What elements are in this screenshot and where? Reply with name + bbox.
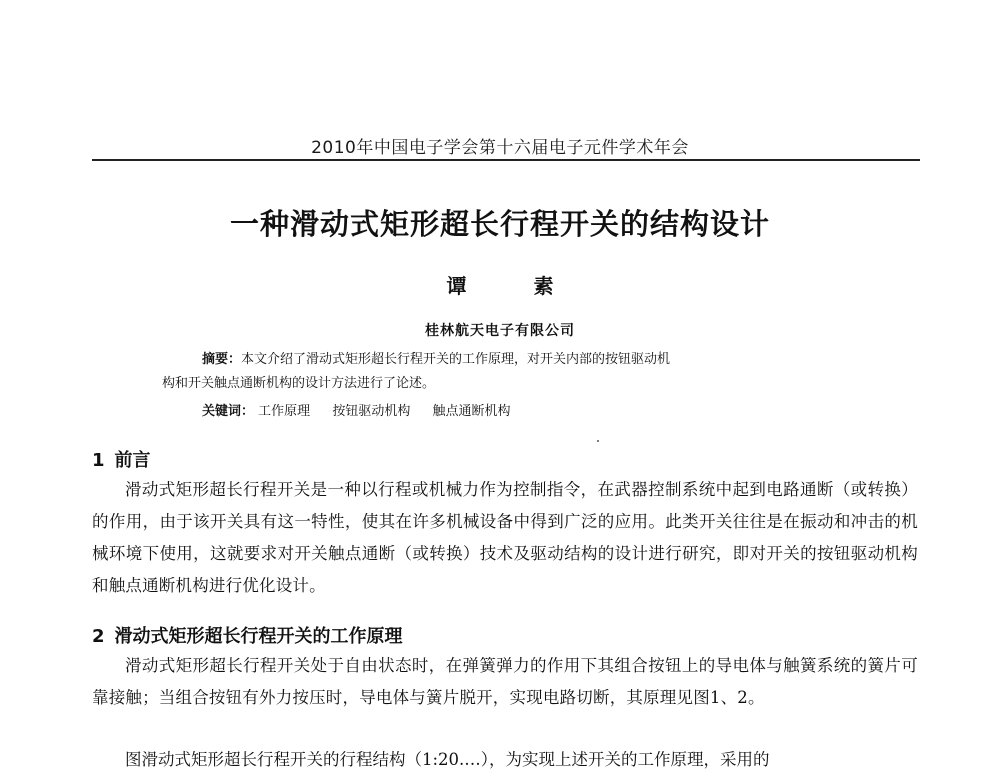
section-title: 前言 bbox=[114, 450, 151, 471]
keyword-item: 触点通断机构 bbox=[432, 404, 511, 419]
abstract-line-2: 构和开关触点通断机构的设计方法进行了论述。 bbox=[162, 376, 436, 391]
author-affiliation: 桂林航天电子有限公司 bbox=[425, 323, 575, 339]
section-number: 1 bbox=[92, 450, 105, 471]
abstract-label: 摘要： bbox=[202, 352, 242, 367]
keywords-label: 关键词： bbox=[202, 404, 255, 419]
keyword-item: 按钮驱动机构 bbox=[332, 404, 411, 419]
header-rule bbox=[92, 159, 920, 161]
paper-title: 一种滑动式矩形超长行程开关的结构设计 bbox=[229, 207, 770, 241]
section-heading-2 bbox=[92, 622, 403, 648]
section-1-paragraph: 滑动式矩形超长行程开关是一种以行程或机械力作为控制指令，在武器控制系统中起到电路通断（或转换）的作用，由于该开关具有这一特性，使其在许多机械设备中得到广泛的应用。此类开关往往是在振动和冲击的机械环境下使用，这就要求对开关触点通断（或转换）技术及驱动结构的设计进行研究，即对开关的按钮驱动机构和触点通断机构进行优化设计。 bbox=[92, 480, 918, 595]
section-number: 2 bbox=[92, 626, 105, 647]
keywords bbox=[202, 400, 528, 419]
abstract-text-1: 本文介绍了滑动式矩形超长行程开关的工作原理，对开关内部的按钮驱动机 bbox=[241, 352, 671, 367]
keyword-item: 工作原理 bbox=[258, 404, 311, 419]
scan-speck bbox=[597, 440, 599, 442]
section-2-paragraph: 滑动式矩形超长行程开关处于自由状态时，在弹簧弹力的作用下其组合按钮上的导电体与触簧系统的簧片可靠接触；当组合按钮有外力按压时，导电体与簧片脱开，实现电路切断，其原理见图1、2。 bbox=[92, 656, 918, 707]
abstract-line-1 bbox=[162, 348, 842, 372]
running-header: 2010年中国电子学会第十六届电子元件学术年会 bbox=[311, 138, 689, 158]
section-title: 滑动式矩形超长行程开关的工作原理 bbox=[114, 626, 403, 647]
section-heading-1 bbox=[92, 446, 151, 472]
abstract bbox=[162, 348, 842, 396]
author-name: 谭 素 bbox=[446, 274, 584, 298]
cut-off-line: 图滑动式矩形超长行程开关的行程结构（1:20.…），为实现上述开关的工作原理，采用的 bbox=[125, 750, 770, 769]
